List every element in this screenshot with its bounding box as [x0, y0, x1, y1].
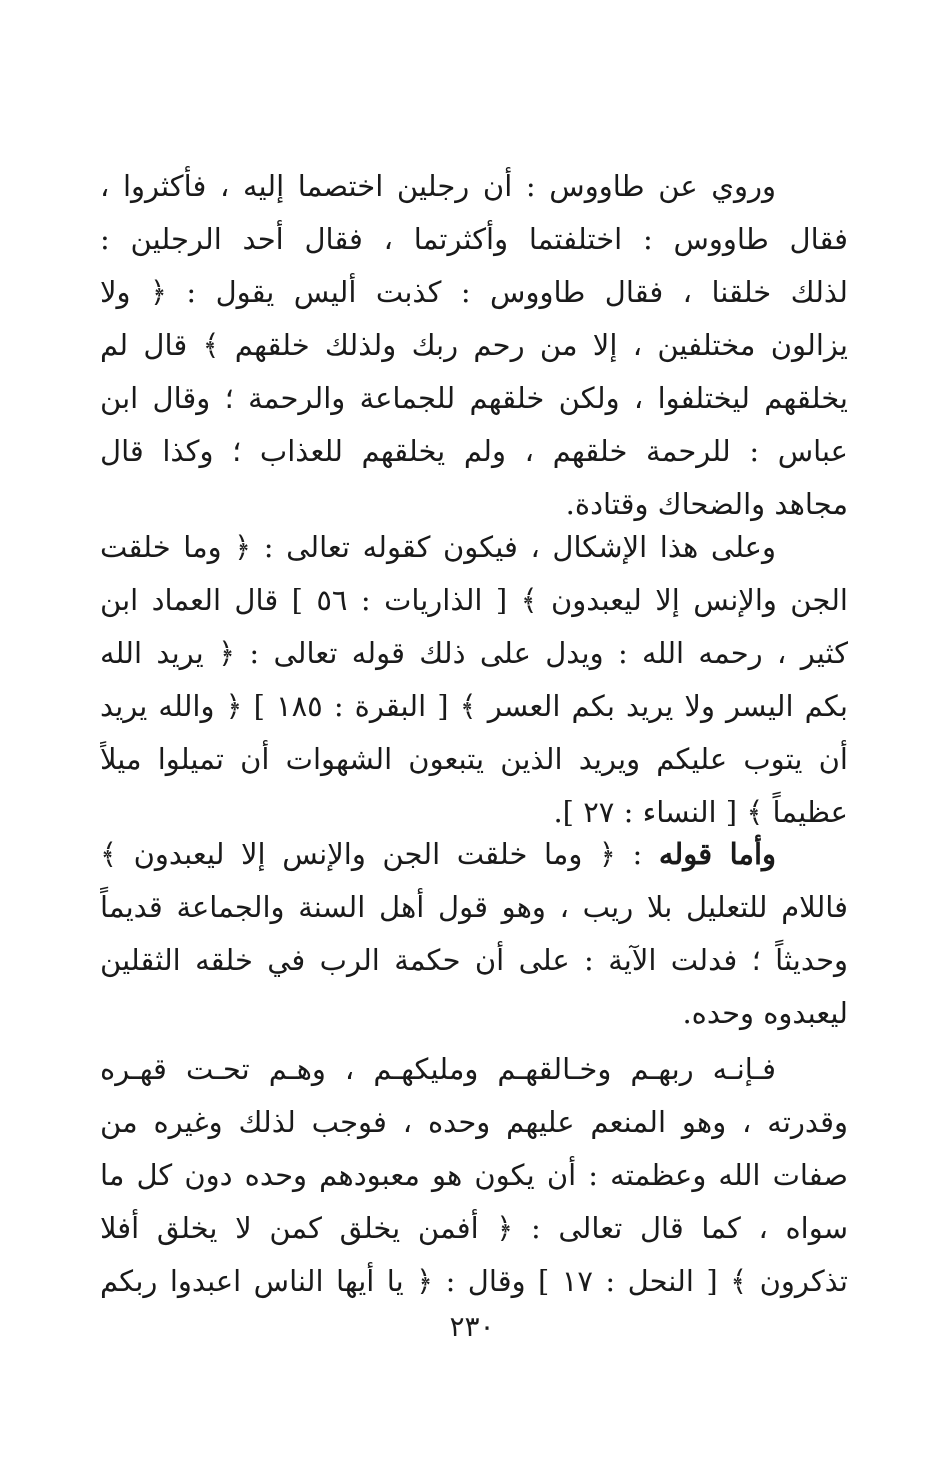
- text-line: عظيماً ﴾ [ النساء : ٢٧ ].: [553, 795, 848, 829]
- paragraph-ishkal: [100, 521, 848, 839]
- text-line: لذلك خلقنا ، فقال طاووس : كذبت أليس يقول : ﴿ ولا: [100, 275, 848, 309]
- text-line: عباس : للرحمة خلقهم ، ولم يخلقهم للعذاب ؛ وكذا قال: [100, 434, 848, 468]
- text-line: تذكرون ﴾ [ النحل : ١٧ ] وقال : ﴿ يا أيها الناس اعبدوا ربكم: [100, 1264, 848, 1298]
- text-line: [100, 828, 848, 881]
- text-line: مجاهد والضحاك وقتادة.: [565, 487, 848, 521]
- text-line: الجن والإنس إلا ليعبدون ﴾ [ الذاريات : ٥٦ ] قال العماد ابن: [100, 583, 848, 617]
- text-line: يخلقهم ليختلفوا ، ولكن خلقهم للجماعة والرحمة ؛ وقال ابن: [100, 381, 848, 415]
- text-line: بكم اليسر ولا يريد بكم العسر ﴾ [ البقرة : ١٨٥ ] ﴿ والله يريد: [100, 689, 848, 723]
- text-line: ليعبدوه وحده.: [682, 996, 848, 1030]
- text-line: فـإنـه ربهـم وخـالقهـم ومليكهـم ، وهـم تحـت قهـره: [100, 1052, 776, 1086]
- text-line: فقال طاووس : اختلفتما وأكثرتما ، فقال أحد الرجلين :: [100, 222, 848, 256]
- paragraph-rabbuhum: [100, 1043, 848, 1308]
- text-line: كثير ، رحمه الله : ويدل على ذلك قوله تعالى : ﴿ يريد الله: [100, 636, 848, 670]
- bold-lead: وأما قوله: [658, 837, 776, 871]
- paragraph-amma-qawluhu: [100, 828, 848, 1040]
- text-line: أن يتوب عليكم ويريد الذين يتبعون الشهوات أن تميلوا ميلاً: [100, 742, 848, 776]
- text-line: يزالون مختلفين ، إلا من رحم ربك ولذلك خلقهم ﴾ قال لم: [100, 328, 848, 362]
- paragraph-tawus: [100, 160, 848, 531]
- text-line: وحديثاً ؛ فدلت الآية : على أن حكمة الرب في خلقه الثقلين: [100, 943, 848, 977]
- text-line: صفات الله وعظمته : أن يكون هو معبودهم وحده دون كل ما: [100, 1158, 848, 1192]
- text-line: سواه ، كما قال تعالى : ﴿ أفمن يخلق كمن لا يخلق أفلا: [100, 1211, 848, 1245]
- text-line: فاللام للتعليل بلا ريب ، وهو قول أهل السنة والجماعة قديماً: [100, 890, 848, 924]
- text-line: وروي عن طاووس : أن رجلين اختصما إليه ، فأكثروا ،: [100, 169, 776, 203]
- text-line: وقدرته ، وهو المنعم عليهم وحده ، فوجب لذلك وغيره من: [100, 1105, 848, 1139]
- lead-rest: : ﴿ وما خلقت الجن والإنس إلا ليعبدون ﴾: [100, 837, 659, 871]
- page-number: ٢٣٠: [449, 1310, 495, 1343]
- text-line: وعلى هذا الإشكال ، فيكون كقوله تعالى : ﴿ وما خلقت: [100, 530, 776, 564]
